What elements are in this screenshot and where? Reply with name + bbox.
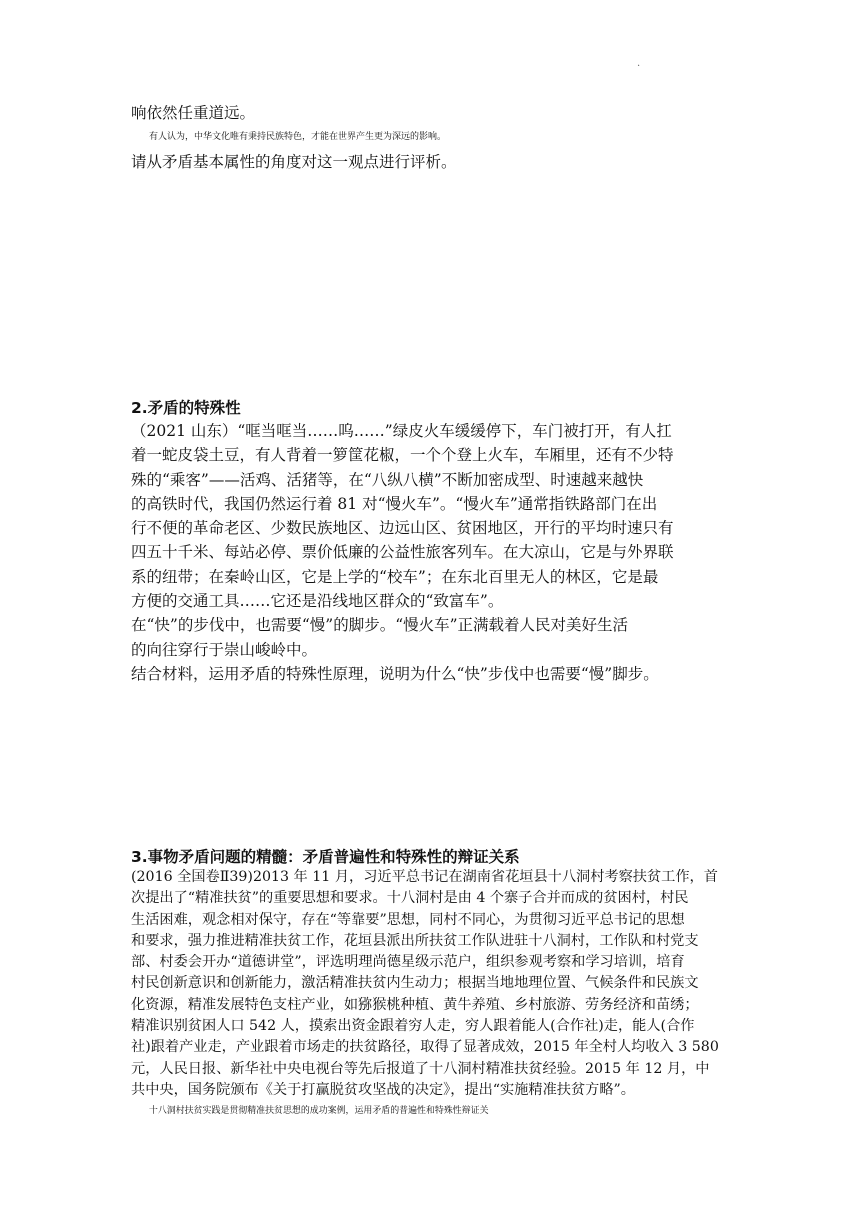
text-line: 系的纽带；在秦岭山区，它是上学的“校车”；在东北百里无人的林区，它是最 (131, 567, 659, 586)
text-line: 村民创新意识和创新能力，激活精准扶贫内生动力；根据当地地理位置、气候条件和民族文 (131, 975, 699, 992)
text-line: 请从矛盾基本属性的角度对这一观点进行评析。 (131, 152, 457, 171)
text-line: 结合材料，运用矛盾的特殊性原理，说明为什么“快”步伐中也需要“慢”脚步。 (131, 664, 659, 683)
page-mark: . (637, 58, 641, 69)
text-line: 行不便的革命老区、少数民族地区、边远山区、贫困地区，开行的平均时速只有 (131, 519, 674, 538)
section-3-heading: 3.事物矛盾问题的精髓：矛盾普遍性和特殊性的辩证关系 (131, 848, 520, 866)
text-line: 的向往穿行于崇山峻岭中。 (131, 640, 318, 659)
text-line: 响依然任重道远。 (131, 104, 256, 122)
text-line: 四五十千米、每站必停、票价低廉的公益性旅客列车。在大凉山，它是与外界联 (131, 543, 674, 562)
text-line: 十八洞村扶贫实践是贯彻精准扶贫思想的成功案例，运用矛盾的普遍性和特殊性辩证关 (148, 1106, 489, 1117)
top-section (131, 101, 731, 174)
text-line: (2016 全国卷Ⅱ39)2013 年 11 月，习近平总书记在湖南省花垣县十八洞村考察扶贫工作，首 (131, 869, 718, 885)
text-line: 部、村委会开办“道德讲堂”，评选明理尚德星级示范户，组织参观考察和学习培训，培育 (131, 954, 685, 971)
text-line: 殊的“乘客”——活鸡、活猪等，在“八纵八横”不断加密成型、时速越来越快 (131, 470, 644, 489)
text-line: 在“快”的步伐中，也需要“慢”的脚步。“慢火车”正满载着人民对美好生活 (131, 616, 629, 635)
text-line: 共中央，国务院颁布《关于打赢脱贫攻坚战的决定》，提出“实施精准扶贫方略”。 (131, 1081, 635, 1098)
section-3-body (131, 867, 731, 1123)
text-line: 的高铁时代，我国仍然运行着 81 对“慢火车”。“慢火车”通常指铁路部门在出 (131, 494, 658, 513)
text-line: 元，人民日报、新华社中央电视台等先后报道了十八洞村精准扶贫经验。2015 年 12 月，中 (131, 1060, 710, 1077)
text-line: 次提出了“精准扶贫”的重要思想和要求。十八洞村是由 4 个寨子合并而成的贫困村，村民 (131, 890, 689, 907)
text-line: 和要求，强力推进精准扶贫工作，花垣县派出所扶贫工作队进驻十八洞村，工作队和村党支 (131, 932, 699, 949)
text-line: （2021 山东）“哐当哐当……呜……”绿皮火车缓缓停下，车门被打开，有人扛 (131, 422, 672, 440)
text-line: 有人认为，中华文化唯有秉持民族特色，才能在世界产生更为深远的影响。 (149, 132, 447, 143)
text-line: 方便的交通工具……它还是沿线地区群众的“致富车”。 (131, 592, 504, 611)
text-line: 化资源，精准发展特色支柱产业，如猕猴桃种植、黄牛养殖、乡村旅游、劳务经济和苗绣； (131, 996, 699, 1013)
text-line: 着一蛇皮袋土豆，有人背着一箩筐花椒，一个个登上火车，车厢里，还有不少特 (131, 446, 674, 465)
section-2-body (131, 419, 731, 686)
text-line: 精准识别贫困人口 542 人，摸索出资金跟着穷人走，穷人跟着能人(合作社)走，能人(合作 (131, 1018, 695, 1035)
text-line: 生活困难，观念相对保守，存在“等靠要”思想，同村不同心，为贯彻习近平总书记的思想 (131, 911, 685, 928)
section-2-heading: 2.矛盾的特殊性 (131, 399, 241, 417)
text-line: 社)跟着产业走，产业跟着市场走的扶贫路径，取得了显著成效，2015 年全村人均收入 3 580 (131, 1039, 719, 1056)
